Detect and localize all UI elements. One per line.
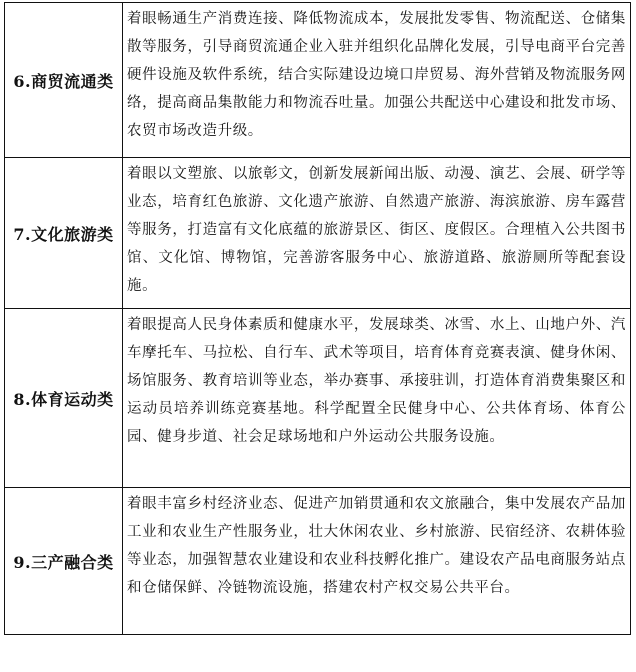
category-label: 7.文化旅游类 xyxy=(5,158,123,309)
table-row xyxy=(5,488,631,635)
category-label: 8.体育运动类 xyxy=(5,309,123,488)
industry-category-table xyxy=(4,2,631,635)
table-row xyxy=(5,309,631,488)
table-row xyxy=(5,158,631,309)
category-description: 着眼畅通生产消费连接、降低物流成本，发展批发零售、物流配送、仓储集散等服务，引导商贸流通企业入驻并组织化品牌化发展，引导电商平台完善硬件设施及软件系统，结合实际建设边境口岸贸易、海外营销及物流服务网络，提高商品集散能力和物流吞吐量。加强公共配送中心建设和批发市场、农贸市场改造升级。 xyxy=(123,3,631,158)
category-description: 着眼提高人民身体素质和健康水平，发展球类、冰雪、水上、山地户外、汽车摩托车、马拉松、自行车、武术等项目，培育体育竞赛表演、健身休闲、场馆服务、教育培训等业态，举办赛事、承接驻训，打造体育消费集聚区和运动员培养训练竞赛基地。科学配置全民健身中心、公共体育场、体育公园、健身步道、社会足球场地和户外运动公共服务设施。 xyxy=(123,309,631,488)
category-label: 6.商贸流通类 xyxy=(5,3,123,158)
table-row xyxy=(5,3,631,158)
category-description: 着眼丰富乡村经济业态、促进产加销贯通和农文旅融合，集中发展农产品加工业和农业生产性服务业，壮大休闲农业、乡村旅游、民宿经济、农耕体验等业态，加强智慧农业建设和农业科技孵化推广。建设农产品电商服务站点和仓储保鲜、冷链物流设施，搭建农村产权交易公共平台。 xyxy=(123,488,631,635)
category-description: 着眼以文塑旅、以旅彰文，创新发展新闻出版、动漫、演艺、会展、研学等业态，培育红色旅游、文化遗产旅游、自然遗产旅游、海滨旅游、房车露营等服务，打造富有文化底蕴的旅游景区、街区、度假区。合理植入公共图书馆、文化馆、博物馆，完善游客服务中心、旅游道路、旅游厕所等配套设施。 xyxy=(123,158,631,309)
category-label: 9.三产融合类 xyxy=(5,488,123,635)
